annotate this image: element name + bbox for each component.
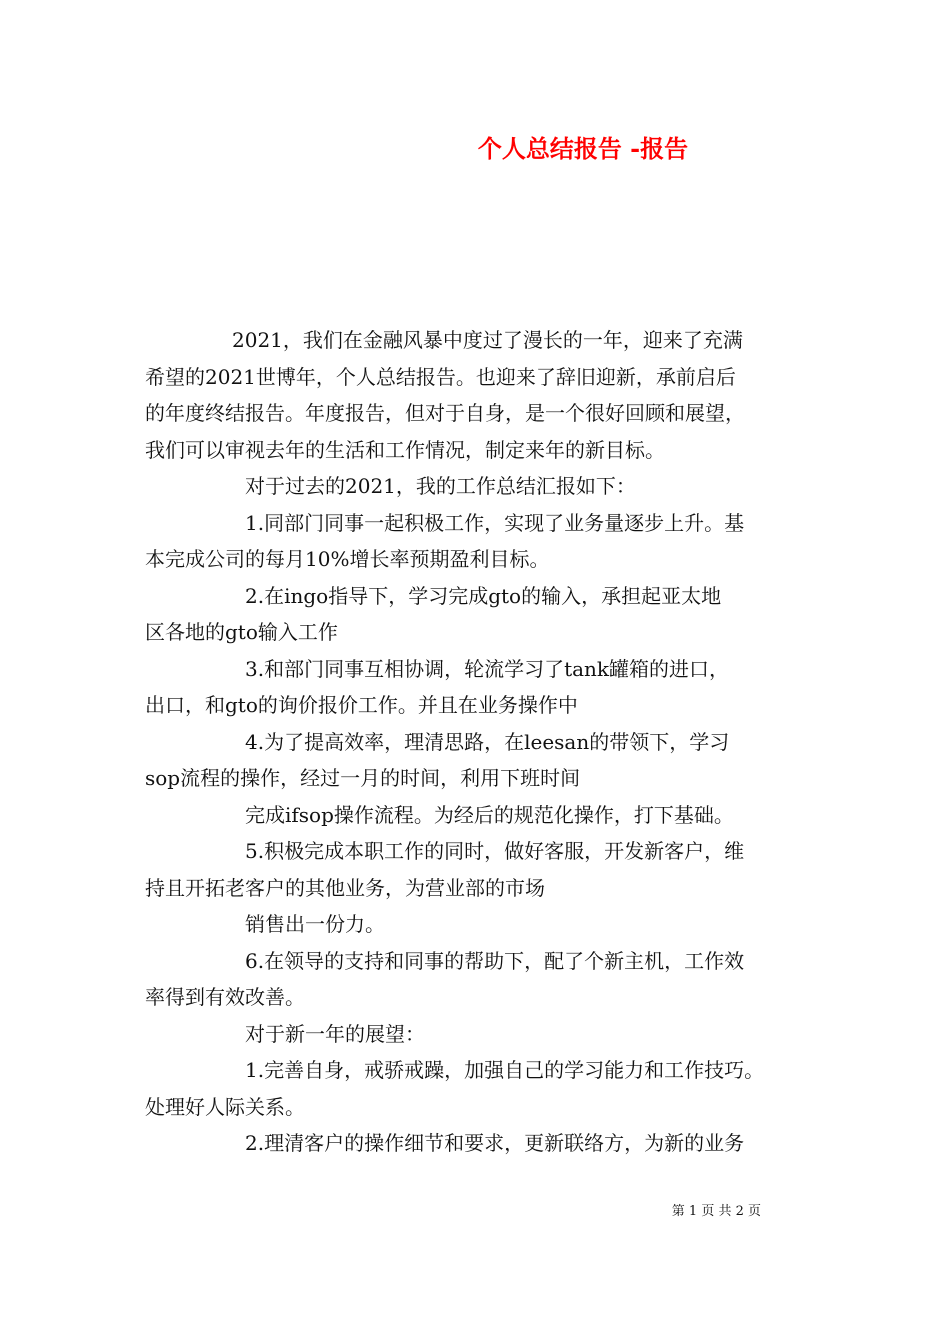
paragraph-line: 率得到有效改善。: [145, 985, 305, 1009]
page-footer: 第 1 页 共 2 页: [671, 1204, 761, 1219]
paragraph-line: sop流程的操作，经过一月的时间，利用下班时间: [145, 766, 581, 790]
paragraph-line: 持且开拓老客户的其他业务，为营业部的市场: [145, 875, 545, 900]
paragraph-line: 对于过去的2021，我的工作总结汇报如下：: [245, 474, 636, 498]
paragraph-line: 2021，我们在金融风暴中度过了漫长的一年，迎来了充满: [232, 328, 743, 352]
paragraph-line: 销售出一份力。: [245, 912, 385, 936]
paragraph-line: 4.为了提高效率，理清思路，在leesan的带领下，学习: [245, 729, 730, 754]
paragraph-line: 希望的2021世博年，个人总结报告。也迎来了辞旧迎新，承前启后: [145, 364, 736, 389]
paragraph-line: 2.在ingo指导下，学习完成gto的输入，承担起亚太地: [245, 583, 722, 608]
paragraph-line: 本完成公司的每月10%增长率预期盈利目标。: [145, 547, 550, 571]
paragraph-line: 5.积极完成本职工作的同时，做好客服，开发新客户，维: [245, 839, 745, 863]
paragraph-line: 6.在领导的支持和同事的帮助下，配了个新主机，工作效: [245, 948, 745, 973]
paragraph-line: 1.同部门同事一起积极工作，实现了业务量逐步上升。基: [245, 510, 745, 535]
paragraph-line: 的年度终结报告。年度报告，但对于自身，是一个很好回顾和展望，: [145, 401, 745, 425]
document-title: 个人总结报告 -报告: [477, 134, 689, 163]
paragraph-line: 对于新一年的展望：: [245, 1021, 425, 1046]
paragraph-line: 我们可以审视去年的生活和工作情况，制定来年的新目标。: [145, 437, 665, 462]
paragraph-line: 出口，和gto的询价报价工作。并且在业务操作中: [145, 693, 578, 717]
paragraph-line: 完成ifsop操作流程。为经后的规范化操作，打下基础。: [245, 802, 734, 827]
document-body: [145, 322, 815, 1162]
paragraph-line: 1.完善自身，戒骄戒躁，加强自己的学习能力和工作技巧。: [245, 1058, 765, 1082]
paragraph-line: 2.理清客户的操作细节和要求，更新联络方，为新的业务: [245, 1131, 745, 1155]
paragraph-line: 区各地的gto输入工作: [145, 620, 338, 644]
paragraph-line: 3.和部门同事互相协调，轮流学习了tank罐箱的进口，: [245, 656, 730, 681]
paragraph-line: 处理好人际关系。: [145, 1094, 305, 1119]
